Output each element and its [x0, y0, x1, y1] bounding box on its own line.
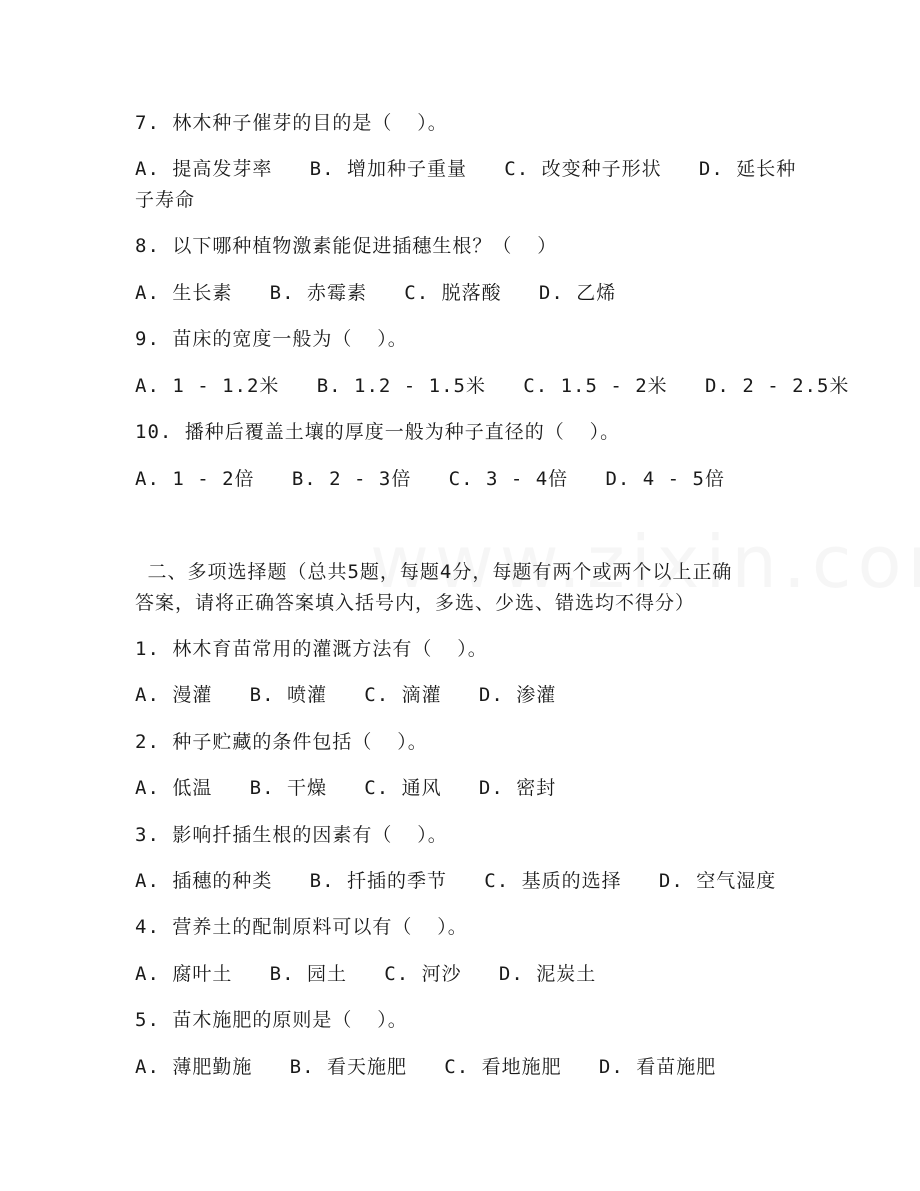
- mc-question-5: 5. 苗木施肥的原则是（ ）。: [135, 1009, 408, 1031]
- question-9: 9. 苗床的宽度一般为（ ）。: [135, 328, 408, 350]
- section-heading-continued: 答案，请将正确答案填入括号内，多选、少选、错选均不得分）: [135, 592, 696, 614]
- mc-question-2: 2. 种子贮藏的条件包括（ ）。: [135, 731, 428, 753]
- question-7: 7. 林木种子催芽的目的是（ ）。: [135, 112, 448, 134]
- question-10-options: A. 1 - 2倍 B. 2 - 3倍 C. 3 - 4倍 D. 4 - 5倍: [135, 468, 725, 490]
- question-8-options: A. 生长素 B. 赤霉素 C. 脱落酸 D. 乙烯: [135, 282, 617, 304]
- mc-question-4-options: A. 腐叶土 B. 园土 C. 河沙 D. 泥炭土: [135, 963, 597, 985]
- mc-question-2-options: A. 低温 B. 干燥 C. 通风 D. 密封: [135, 777, 557, 799]
- question-7-options: A. 提高发芽率 B. 增加种子重量 C. 改变种子形状 D. 延长种: [135, 158, 797, 180]
- question-10: 10. 播种后覆盖土壤的厚度一般为种子直径的（ ）。: [135, 421, 621, 443]
- mc-question-3-options: A. 插穗的种类 B. 扦插的季节 C. 基质的选择 D. 空气湿度: [135, 870, 777, 892]
- question-8: 8. 以下哪种植物激素能促进插穗生根？（ ）: [135, 235, 558, 257]
- mc-question-4: 4. 营养土的配制原料可以有（ ）。: [135, 916, 468, 938]
- question-7-options-continued: 子寿命: [135, 189, 196, 211]
- section-heading-multiple-choice: 二、多项选择题（总共5题，每题4分，每题有两个或两个以上正确: [135, 561, 733, 583]
- mc-question-3: 3. 影响扦插生根的因素有（ ）。: [135, 824, 448, 846]
- mc-question-5-options: A. 薄肥勤施 B. 看天施肥 C. 看地施肥 D. 看苗施肥: [135, 1056, 717, 1078]
- mc-question-1-options: A. 漫灌 B. 喷灌 C. 滴灌 D. 渗灌: [135, 684, 557, 706]
- question-9-options: A. 1 - 1.2米 B. 1.2 - 1.5米 C. 1.5 - 2米 D. 2 - 2.5米: [135, 375, 850, 397]
- mc-question-1: 1. 林木育苗常用的灌溉方法有（ ）。: [135, 638, 488, 660]
